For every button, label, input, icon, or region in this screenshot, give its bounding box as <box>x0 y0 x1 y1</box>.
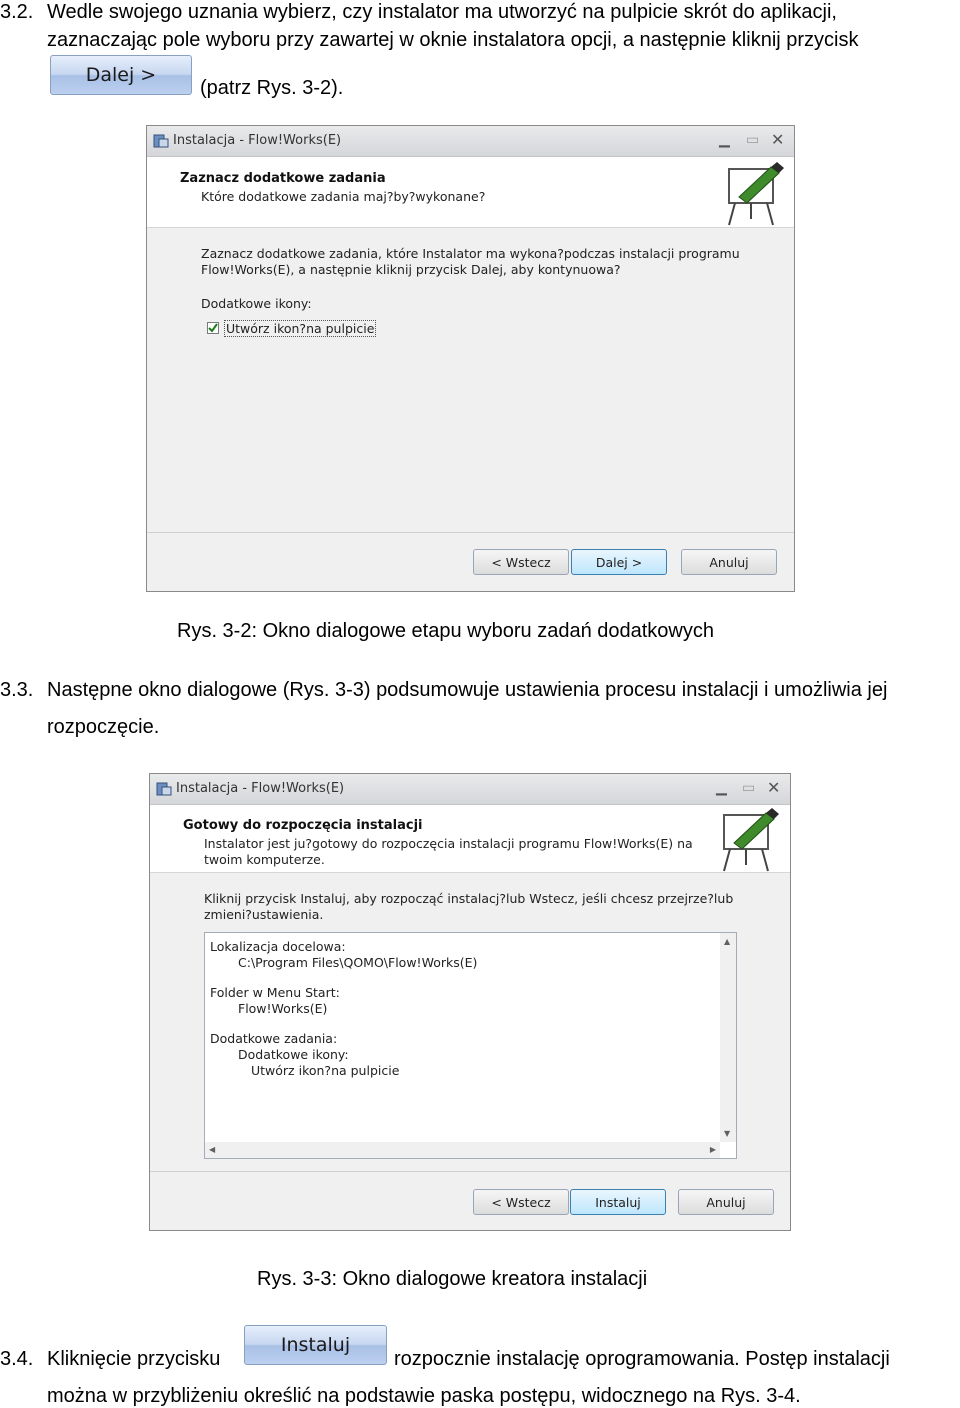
header-subtitle: Instalator jest ju?gotowy do rozpoczęcia instalacji programu Flow!Works(E) na <box>204 836 693 851</box>
paragraph-line: Następne okno dialogowe (Rys. 3-3) podsumowuje ustawienia procesu instalacji i umożliwia jej <box>47 679 888 701</box>
installer-window-tasks <box>146 125 795 592</box>
scroll-left-arrow-icon[interactable]: ◀ <box>209 1145 216 1154</box>
summary-tasks-group: Dodatkowe ikony: <box>238 1047 349 1062</box>
window-title: Instalacja - Flow!Works(E) <box>173 133 342 148</box>
summary-tasks-label: Dodatkowe zadania: <box>210 1031 338 1046</box>
window-title: Instalacja - Flow!Works(E) <box>176 781 345 796</box>
minimize-icon[interactable]: ▁ <box>716 780 727 796</box>
figure-caption: Rys. 3-3: Okno dialogowe kreatora instalacji <box>257 1268 648 1290</box>
back-button-label: < Wstecz <box>491 1194 551 1210</box>
paragraph-line: Wedle swojego uznania wybierz, czy instalator ma utworzyć na pulpicie skrót do aplikacji, <box>47 1 837 23</box>
minimize-icon[interactable]: ▁ <box>719 132 730 148</box>
checkmark-icon <box>208 323 218 333</box>
figure-caption: Rys. 3-2: Okno dialogowe etapu wyboru zadań dodatkowych <box>177 620 714 642</box>
maximize-icon[interactable]: ▭ <box>742 780 756 796</box>
install-button[interactable] <box>570 1189 666 1215</box>
instruction-line: Flow!Works(E), a następnie kliknij przycisk Dalej, aby kontynuowa? <box>201 262 621 277</box>
cancel-button[interactable] <box>681 549 777 575</box>
cancel-button-label: Anuluj <box>709 554 749 570</box>
header-title: Zaznacz dodatkowe zadania <box>180 171 386 186</box>
installer-window-ready <box>149 773 791 1231</box>
paragraph-text: Kliknięcie przycisku <box>47 1348 221 1370</box>
footer-divider <box>147 532 794 533</box>
group-label: Dodatkowe ikony: <box>201 296 312 311</box>
scroll-down-arrow-icon[interactable]: ▼ <box>724 1129 731 1138</box>
paragraph-text: rozpocznie instalację oprogramowania. Postęp instalacji <box>394 1348 890 1370</box>
maximize-icon[interactable]: ▭ <box>746 132 760 148</box>
inline-install-button-label: Instaluj <box>280 1334 351 1356</box>
wizard-header <box>150 805 790 873</box>
step-number: 3.4. <box>0 1348 34 1370</box>
desktop-icon-checkbox-label[interactable]: Utwórz ikon?na pulpicie <box>226 321 375 336</box>
header-subtitle: twoim komputerze. <box>204 852 325 867</box>
whiteboard-logo-icon <box>721 159 791 229</box>
inline-next-button-label: Dalej > <box>85 64 157 86</box>
whiteboard-logo-icon <box>716 805 786 875</box>
inline-install-button-image <box>244 1325 387 1365</box>
scroll-up-arrow-icon[interactable]: ▲ <box>724 937 731 946</box>
footer-divider <box>150 1171 790 1172</box>
paragraph-line: można w przybliżeniu określić na podstawie paska postępu, widocznego na Rys. 3-4. <box>47 1385 801 1407</box>
instruction-line: Zaznacz dodatkowe zadania, które Instalator ma wykona?podczas instalacji programu <box>201 246 740 261</box>
summary-destination-label: Lokalizacja docelowa: <box>210 939 346 954</box>
vertical-scrollbar[interactable] <box>720 933 736 1142</box>
desktop-icon-checkbox[interactable] <box>207 322 219 334</box>
close-icon[interactable]: ✕ <box>767 778 781 797</box>
header-title: Gotowy do rozpoczęcia instalacji <box>183 818 423 833</box>
back-button[interactable] <box>473 1189 569 1215</box>
inline-next-button-image <box>50 55 192 95</box>
installer-app-icon <box>156 781 172 797</box>
header-subtitle: Które dodatkowe zadania maj?by?wykonane? <box>201 189 486 204</box>
summary-tasks-item: Utwórz ikon?na pulpicie <box>251 1063 400 1078</box>
figure-reference: (patrz Rys. 3-2). <box>200 77 344 99</box>
summary-destination-value: C:\Program Files\QOMO\Flow!Works(E) <box>238 955 478 970</box>
title-bar <box>150 774 790 805</box>
installer-app-icon <box>153 133 169 149</box>
next-button-label: Dalej > <box>595 554 643 570</box>
title-bar <box>147 126 794 157</box>
horizontal-scrollbar[interactable] <box>205 1142 720 1158</box>
summary-start-menu-value: Flow!Works(E) <box>238 1001 328 1016</box>
scroll-right-arrow-icon[interactable]: ▶ <box>709 1145 716 1154</box>
paragraph-line: zaznaczając pole wyboru przy zawartej w oknie instalatora opcji, a następnie kliknij przycisk <box>47 29 859 51</box>
paragraph-line: rozpoczęcie. <box>47 716 160 738</box>
close-icon[interactable]: ✕ <box>771 130 785 149</box>
summary-memo[interactable] <box>204 932 737 1159</box>
instruction-line: Kliknij przycisk Instaluj, aby rozpocząć instalacj?lub Wstecz, jeśli chcesz przejrze?lub <box>204 891 734 906</box>
step-number: 3.2. <box>0 1 34 23</box>
back-button[interactable] <box>473 549 569 575</box>
instruction-line: zmieni?ustawienia. <box>204 907 324 922</box>
wizard-header <box>147 157 794 228</box>
step-number: 3.3. <box>0 679 34 701</box>
cancel-button-label: Anuluj <box>706 1194 746 1210</box>
summary-start-menu-label: Folder w Menu Start: <box>210 985 340 1000</box>
install-button-label: Instaluj <box>595 1194 641 1210</box>
cancel-button[interactable] <box>678 1189 774 1215</box>
next-button[interactable] <box>571 549 667 575</box>
back-button-label: < Wstecz <box>491 554 551 570</box>
